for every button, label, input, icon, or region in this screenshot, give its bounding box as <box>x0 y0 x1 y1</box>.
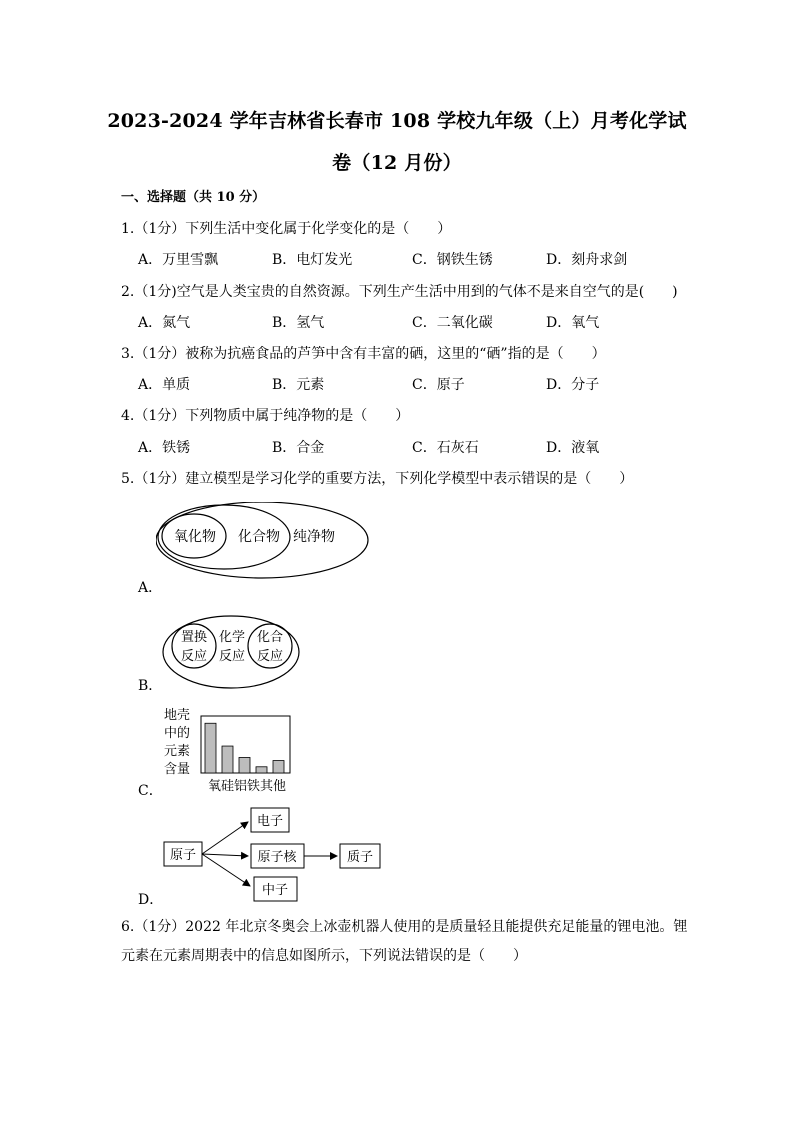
option-d[interactable]: D．分子 <box>546 377 600 393</box>
figure-c-bar-chart <box>160 704 300 800</box>
figure-d-atom-structure <box>160 804 390 908</box>
arrow-to-nucleus <box>202 854 248 856</box>
figure-a-nested-ellipses <box>156 502 372 586</box>
label-compound: 化合物 <box>238 529 280 545</box>
question-1: 1.（1分）下列生活中变化属于化学变化的是（ ） <box>121 221 452 237</box>
question-6-continued: 元素在元素周期表中的信息如图所示，下列说法错误的是（ ） <box>121 948 527 964</box>
label-chemical-2: 反应 <box>218 649 246 664</box>
bar-4 <box>273 761 284 773</box>
option-d[interactable]: D．氧气 <box>546 315 600 331</box>
bar-3 <box>256 767 267 773</box>
option-c[interactable]: C．石灰石 <box>412 440 479 456</box>
bar-group <box>205 723 284 773</box>
arrow-to-electron <box>202 822 248 854</box>
option-b[interactable]: B．合金 <box>272 440 325 456</box>
option-d[interactable]: D．液氧 <box>546 440 600 456</box>
option-c[interactable]: C．原子 <box>412 377 465 393</box>
label-oxide: 氧化物 <box>174 529 216 545</box>
label-combination-1: 化合 <box>256 630 284 645</box>
question-3: 3.（1分）被称为抗癌食品的芦笋中含有丰富的硒，这里的“硒”指的是（ ） <box>121 346 606 362</box>
question-6: 6.（1分）2022 年北京冬奥会上冰壶机器人使用的是质量轻且能提供充足能量的锂电池。锂 <box>121 919 688 935</box>
question-4: 4.（1分）下列物质中属于纯净物的是（ ） <box>121 408 410 424</box>
option-b[interactable]: B．电灯发光 <box>272 252 353 268</box>
question-2: 2.（1分)空气是人类宝贵的自然资源。下列生产生活中用到的气体不是来自空气的是( ) <box>121 284 678 300</box>
arrow-to-neutron <box>202 854 250 886</box>
option-a[interactable]: A．万里雪飘 <box>138 252 219 268</box>
crust-element-chart <box>160 704 300 796</box>
label-neutron: 中子 <box>261 883 289 898</box>
bar-0 <box>205 723 216 773</box>
label-atom: 原子 <box>169 848 197 863</box>
label-pure-substance: 纯净物 <box>293 529 335 545</box>
label-electron: 电子 <box>256 814 284 829</box>
option-a[interactable]: A．铁锈 <box>138 440 191 456</box>
section-heading: 一、选择题（共 10 分） <box>121 190 266 205</box>
figure-b-reaction-types <box>161 614 301 694</box>
label-displacement-1: 置换 <box>180 630 208 645</box>
option-a[interactable]: A．单质 <box>138 377 191 393</box>
label-nucleus: 原子核 <box>257 850 297 865</box>
ylabel-line-3: 元素 <box>163 744 191 759</box>
figure-b-label[interactable]: B． <box>138 678 163 694</box>
ylabel-line-1: 地壳 <box>163 708 191 723</box>
question-5: 5.（1分）建立模型是学习化学的重要方法，下列化学模型中表示错误的是（ ） <box>121 471 634 487</box>
option-c[interactable]: C．二氧化碳 <box>412 315 493 331</box>
bar-1 <box>222 746 233 773</box>
exam-title-line2: 卷（12 月份） <box>332 152 462 174</box>
bar-2 <box>239 757 250 773</box>
option-d[interactable]: D．刻舟求剑 <box>546 252 628 268</box>
figure-d-label[interactable]: D． <box>138 892 164 908</box>
option-c[interactable]: C．钢铁生锈 <box>412 252 493 268</box>
option-b[interactable]: B．氢气 <box>272 315 325 331</box>
option-a[interactable]: A．氮气 <box>138 315 191 331</box>
ylabel-line-4: 含量 <box>163 762 191 777</box>
label-combination-2: 反应 <box>256 649 284 664</box>
label-proton: 质子 <box>346 850 374 865</box>
label-chemical-1: 化学 <box>218 630 246 645</box>
figure-a-label[interactable]: A． <box>138 580 163 596</box>
label-displacement-2: 反应 <box>180 649 208 664</box>
figure-c-label[interactable]: C． <box>138 783 163 799</box>
exam-title-line1: 2023-2024 学年吉林省长春市 108 学校九年级（上）月考化学试 <box>107 110 687 132</box>
x-category-labels: 氧硅铝铁其他 <box>207 779 287 794</box>
ylabel-line-2: 中的 <box>163 726 191 741</box>
option-b[interactable]: B．元素 <box>272 377 325 393</box>
